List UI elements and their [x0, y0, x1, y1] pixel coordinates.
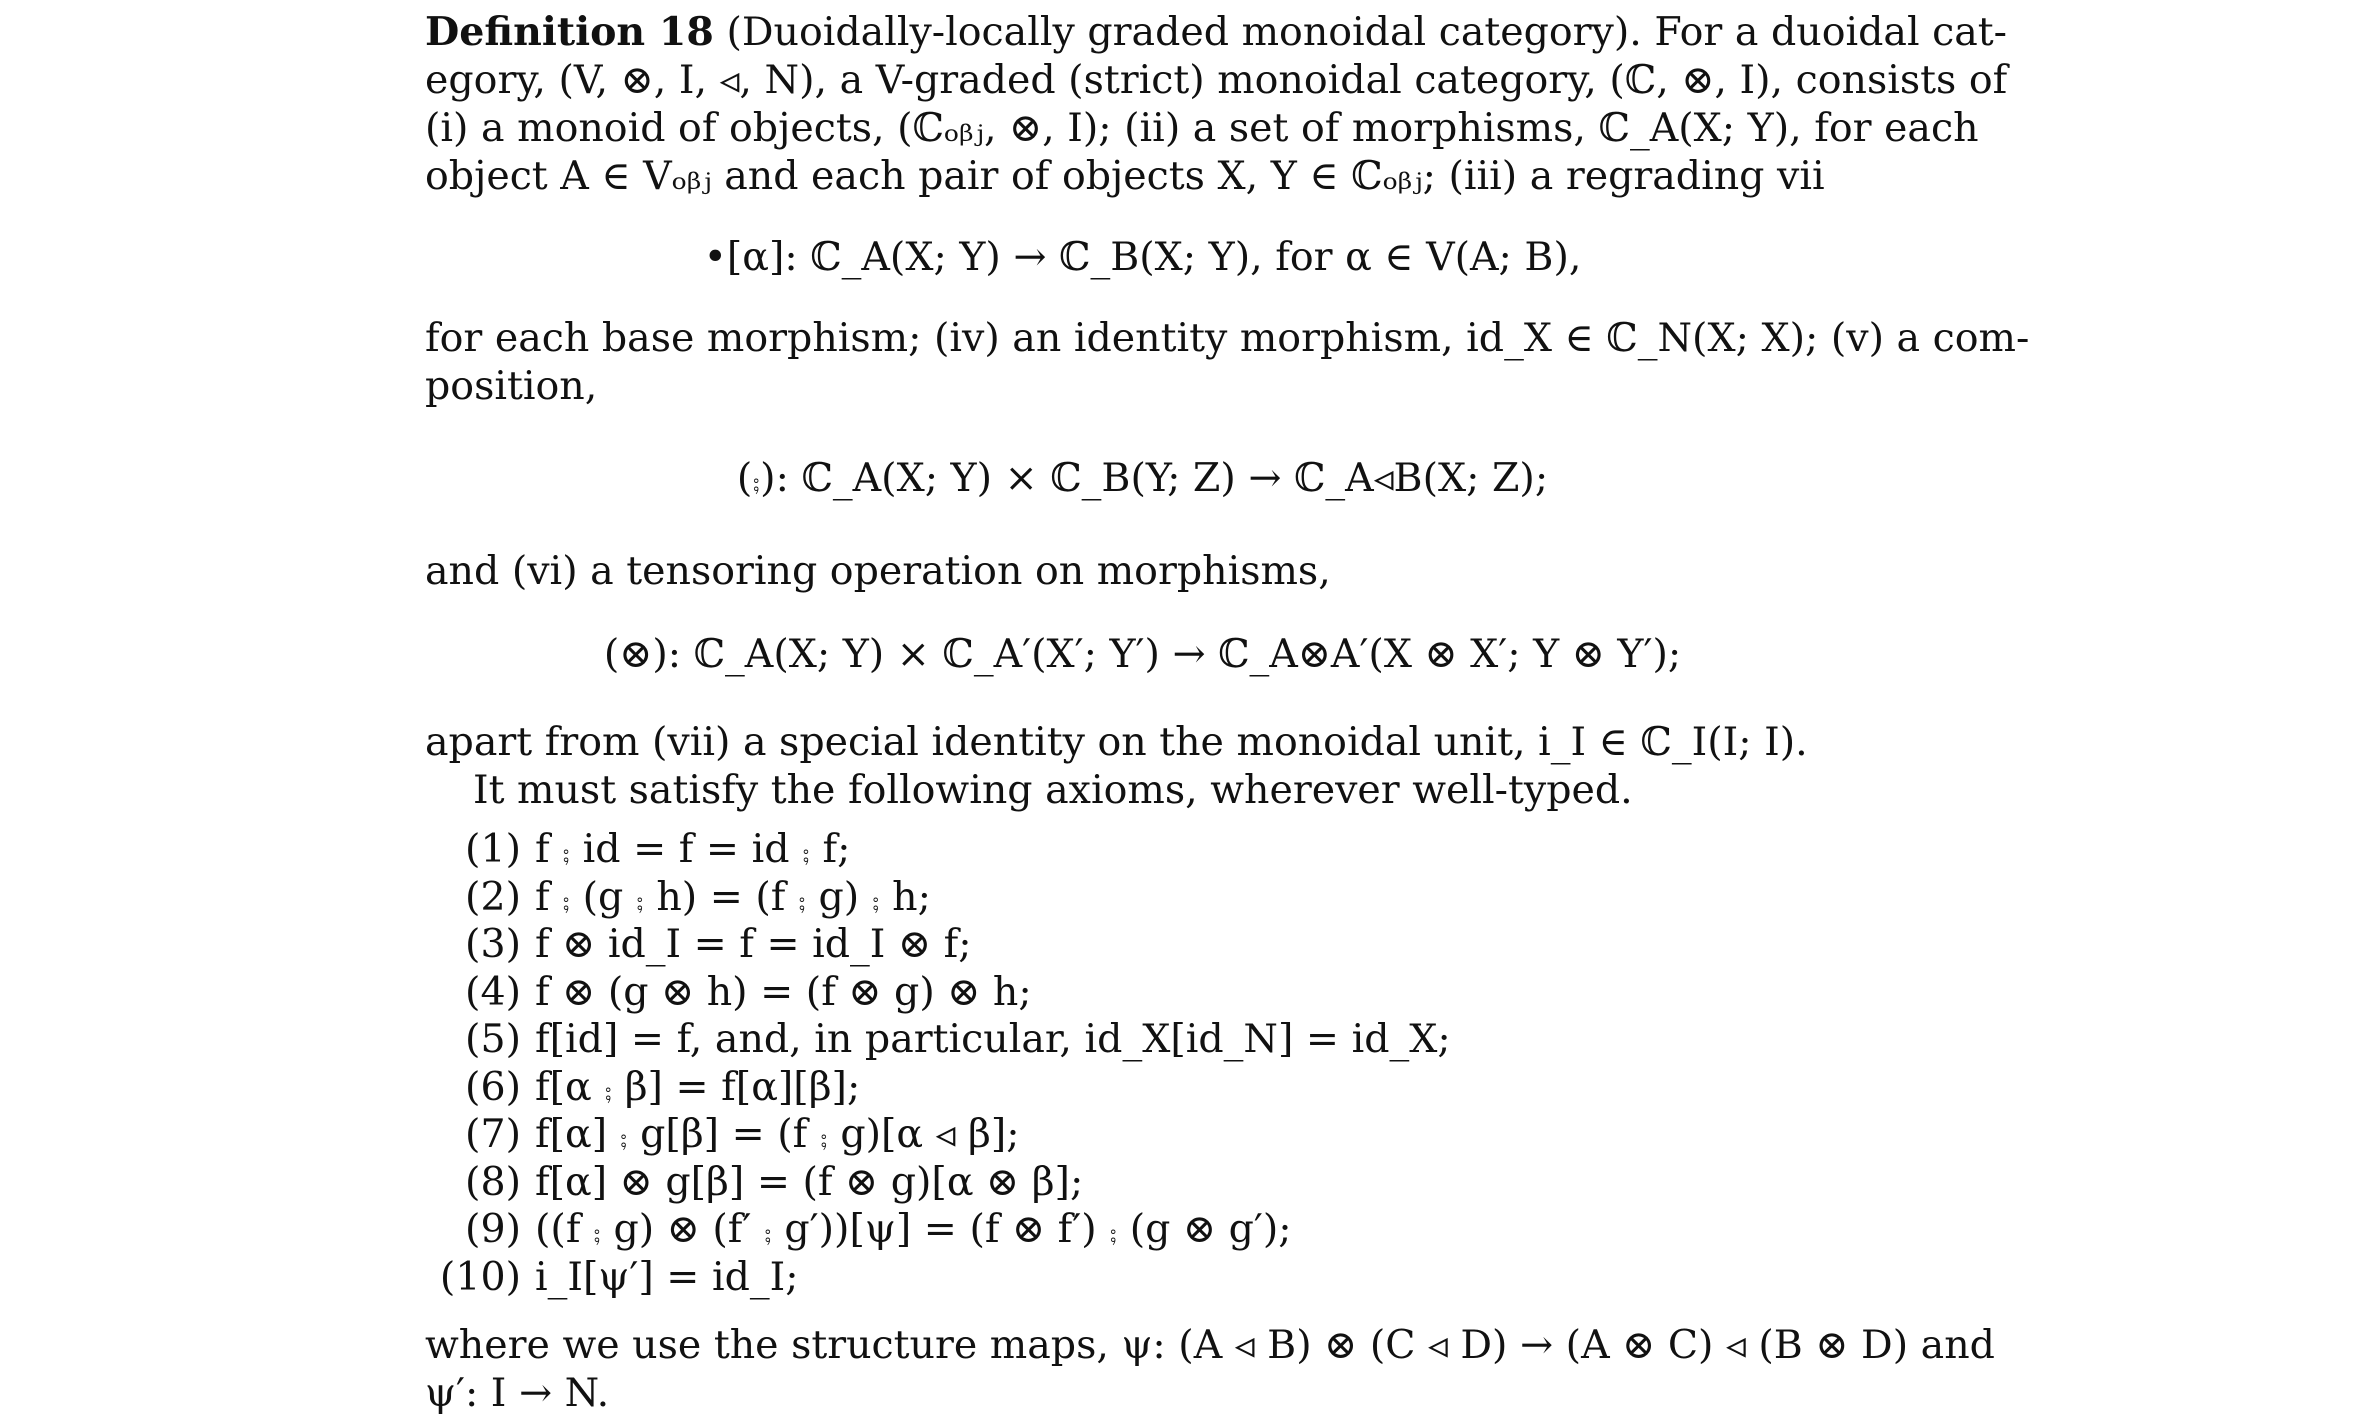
axiom-list [425, 826, 1860, 1301]
axiom-item [425, 1016, 1860, 1064]
axiom-item [425, 1254, 1860, 1302]
axiom-text: f[α ⨾ β] = f[α][β]; [535, 1063, 861, 1110]
final-line-1: where we use the structure maps, ψ: (A ◃ B) ⊗ (C ◃ D) → (A ⊗ C) ◃ (B ⊗ D) and [425, 1322, 1995, 1368]
axiom-text: i_I[ψ′] = id_I; [535, 1253, 799, 1300]
display-equation-tensoring: (⊗): ℂ_A(X; Y) × ℂ_A′(X′; Y′) → ℂ_A⊗A′(X ⊗ X′; Y ⊗ Y′); [603, 631, 1682, 677]
axiom-item [425, 1111, 1860, 1159]
paragraph-axioms-intro: It must satisfy the following axioms, wherever well-typed. [473, 767, 1633, 813]
paragraph-tensoring: and (vi) a tensoring operation on morphisms, [425, 548, 1331, 594]
axiom-text: f ⊗ (g ⊗ h) = (f ⊗ g) ⊗ h; [535, 968, 1032, 1015]
axiom-number: (6) [465, 1063, 521, 1110]
para2-line-1: for each base morphism; (iv) an identity morphism, id_X ∈ ℂ_N(X; X); (v) a com- [425, 315, 2030, 361]
axiom-item [425, 874, 1860, 922]
axiom-number: (9) [465, 1206, 521, 1252]
axiom-number: (8) [465, 1158, 521, 1205]
axiom-text: f ⨾ id = f = id ⨾ f; [535, 826, 851, 872]
axiom-text: f[α] ⨾ g[β] = (f ⨾ g)[α ◃ β]; [535, 1111, 1020, 1157]
definition-line-2: egory, (V, ⊗, I, ◃, N), a V-graded (strict) monoidal category, (ℂ, ⊗, I), consists of [425, 57, 2008, 103]
definition-line-1: Definition 18 (Duoidally-locally graded monoidal category). For a duoidal cat- [425, 9, 2008, 55]
display-equation-composition: (⨾): ℂ_A(X; Y) × ℂ_B(Y; Z) → ℂ_A◃B(X; Z); [736, 455, 1549, 501]
axiom-number: (10) [439, 1253, 521, 1300]
axiom-number: (5) [465, 1016, 521, 1062]
axiom-text: f[id] = f, and, in particular, id_X[id_N] = id_X; [535, 1016, 1451, 1062]
paragraph-structure-maps [425, 1321, 1995, 1417]
axiom-item [425, 1206, 1860, 1254]
axiom-item [425, 826, 1860, 874]
paragraph-special-identity: apart from (vii) a special identity on the monoidal unit, i_I ∈ ℂ_I(I; I). [425, 719, 1808, 765]
definition-line-4: object A ∈ Vₒᵦⱼ and each pair of objects X, Y ∈ ℂₒᵦⱼ; (iii) a regrading vii [425, 153, 1825, 199]
final-line-2: ψ′: I → N. [425, 1370, 610, 1416]
axiom-text: ((f ⨾ g) ⊗ (f′ ⨾ g′))[ψ] = (f ⊗ f′) ⨾ (g ⊗ g′); [535, 1206, 1292, 1252]
axiom-number: (1) [465, 826, 521, 872]
axiom-text: f[α] ⊗ g[β] = (f ⊗ g)[α ⊗ β]; [535, 1158, 1084, 1205]
axiom-item [425, 921, 1860, 969]
definition-block [425, 8, 2030, 1417]
definition-line-3: (i) a monoid of objects, (ℂₒᵦⱼ, ⊗, I); (ii) a set of morphisms, ℂ_A(X; Y), for each [425, 105, 1979, 151]
display-equation-regrading: •[α]: ℂ_A(X; Y) → ℂ_B(X; Y), for α ∈ V(A; B), [703, 234, 1582, 280]
definition-paragraph [425, 8, 2008, 200]
paragraph-identity-composition [425, 314, 2030, 410]
axiom-item [425, 1064, 1860, 1112]
axiom-item [425, 969, 1860, 1017]
axiom-number: (4) [465, 968, 521, 1015]
axiom-number: (3) [465, 921, 521, 967]
axiom-item [425, 1159, 1860, 1207]
axiom-text: f ⊗ id_I = f = id_I ⊗ f; [535, 921, 972, 967]
axiom-number: (2) [465, 873, 521, 920]
para2-line-2: position, [425, 363, 598, 409]
axiom-number: (7) [465, 1111, 521, 1157]
definition-label: Definition 18 [425, 9, 714, 55]
axiom-text: f ⨾ (g ⨾ h) = (f ⨾ g) ⨾ h; [535, 873, 931, 920]
